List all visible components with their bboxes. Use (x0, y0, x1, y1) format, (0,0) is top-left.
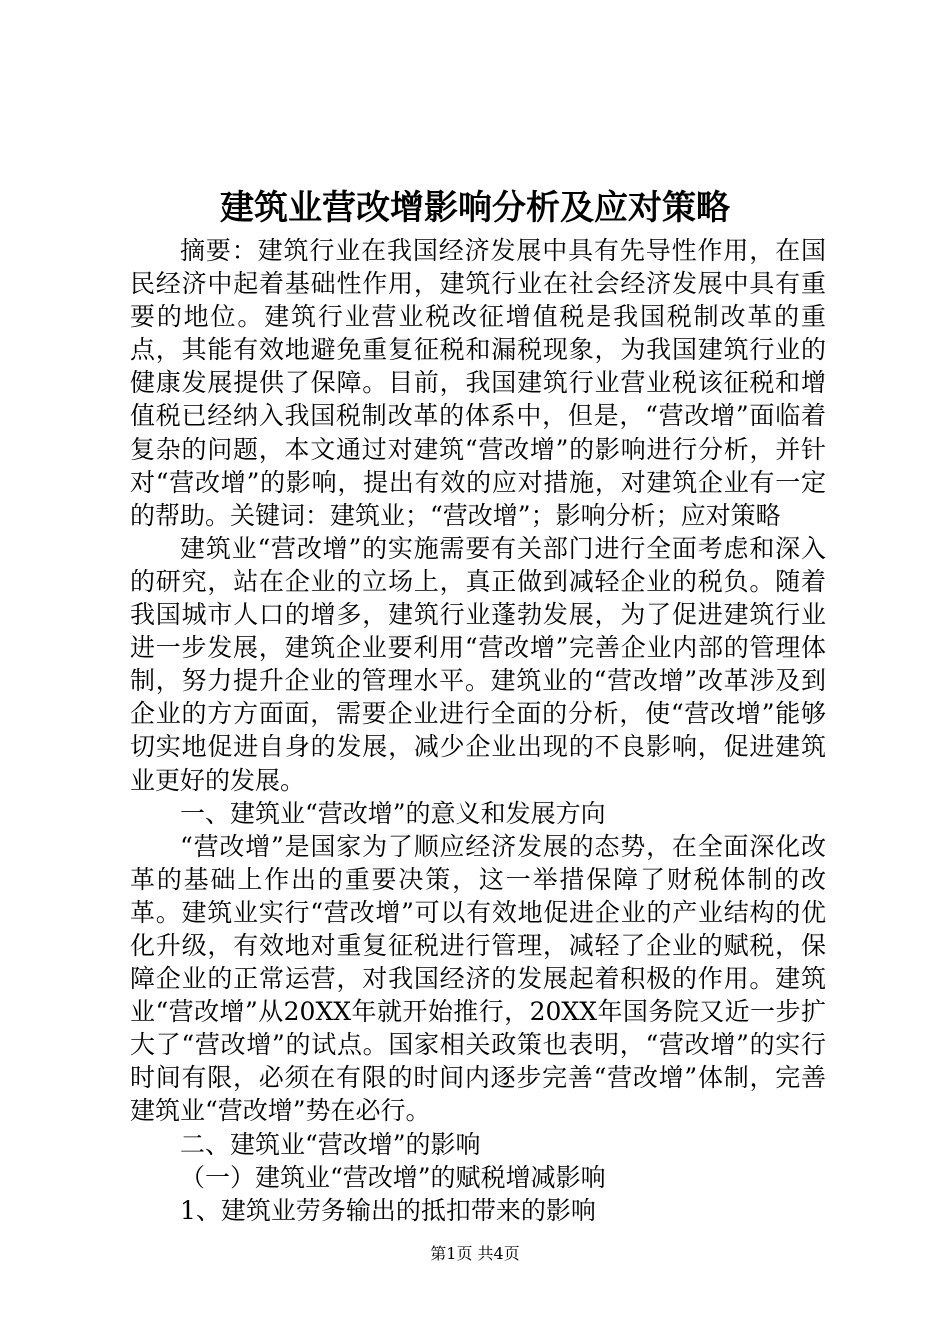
subsection-heading-1: （一）建筑业“营改增”的赋税增减影响 (180, 1162, 606, 1192)
document-title: 建筑业营改增影响分析及应对策略 (220, 188, 730, 228)
section-heading-2: 二、建筑业“营改增”的影响 (180, 1129, 481, 1159)
section-heading-1: 一、建筑业“营改增”的意义和发展方向 (180, 798, 606, 828)
abstract-paragraph: 摘要：建筑行业在我国经济发展中具有先导性作用，在国民经济中起着基础性作用，建筑行业在社会经济发展中具有重要的地位。建筑行业营业税改征增值税是我国税制改革的重点，其能有效地避免重复征税和漏税现象，为我国建筑行业的健康发展提供了保障。目前，我国建筑行业营业税该征税和增值税已经纳入我国税制改革的体系中，但是，“营改增”面临着复杂的问题，本文通过对建筑“营改增”的影响进行分析，并针对“营改增”的影响，提出有效的应对措施，对建筑企业有一定的帮助。关键词：建筑业；“营改增”；影响分析；应对策略 (130, 236, 826, 530)
document-body (130, 234, 826, 1227)
sub-subsection-heading-1: 1、建筑业劳务输出的抵扣带来的影响 (180, 1195, 596, 1225)
page-footer: 第1页 共4页 (430, 1244, 520, 1263)
intro-paragraph: 建筑业“营改增”的实施需要有关部门进行全面考虑和深入的研究，站在企业的立场上，真正做到减轻企业的税负。随着我国城市人口的增多，建筑行业蓬勃发展，为了促进建筑行业进一步发展，建筑企业要利用“营改增”完善企业内部的管理体制，努力提升企业的管理水平。建筑业的“营改增”改革涉及到企业的方方面面，需要企业进行全面的分析，使“营改增”能够切实地促进自身的发展，减少企业出现的不良影响，促进建筑业更好的发展。 (130, 533, 826, 795)
section-1-paragraph: “营改增”是国家为了顺应经济发展的态势，在全面深化改革的基础上作出的重要决策，这一举措保障了财税体制的改革。建筑业实行“营改增”可以有效地促进企业的产业结构的优化升级，有效地对重复征税进行管理，减轻了企业的赋税，保障企业的正常运营，对我国经济的发展起着积极的作用。建筑业“营改增”从20XX年就开始推行，20XX年国务院又近一步扩大了“营改增”的试点。国家相关政策也表明，“营改增”的实行时间有限，必须在有限的时间内逐步完善“营改增”体制，完善建筑业“营改增”势在必行。 (130, 831, 826, 1126)
